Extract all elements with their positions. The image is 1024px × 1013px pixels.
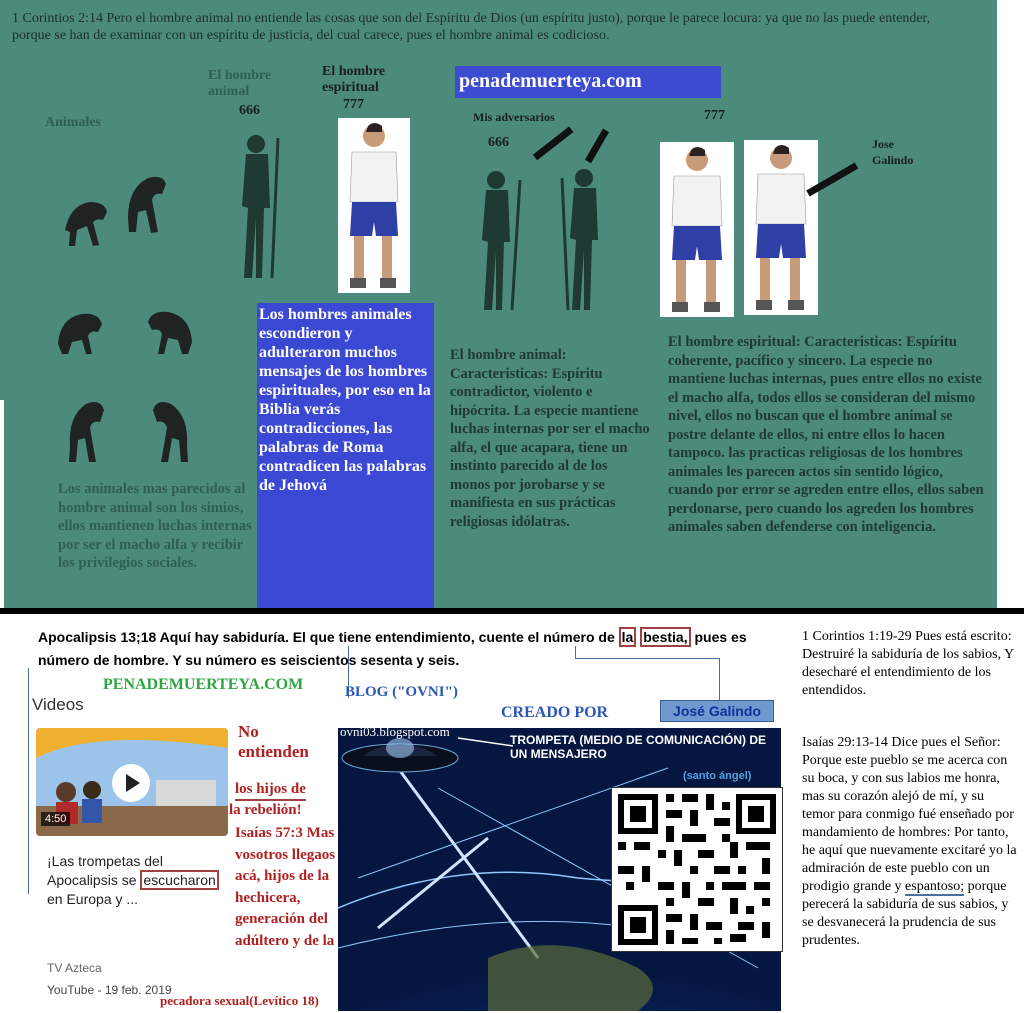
pointer-line-2 (585, 129, 609, 164)
connector-line-5 (28, 668, 29, 894)
apoc-part-6: pues es número de hombre. Y su número es seiscientos sesenta y seis. (38, 629, 747, 668)
website-banner: penademuerteya.com (455, 66, 721, 98)
corintios-2-14-verse: 1 Corintios 2:14 Pero el hombre animal no entiende las cosas que son del Espíritu de Dios (un espíritu justo), porque le parece locura: ya que no las puede entender, porque se han de examinar con un espíritu de justicia, del cual carece, pues el hombre animal es codicioso. (12, 11, 931, 43)
pointer-line-1 (533, 126, 574, 160)
video-title-part-3: en Europa y ... (47, 891, 139, 907)
top-left-gap (0, 400, 4, 612)
video-title-part-2: escucharon (140, 870, 218, 890)
video-title[interactable] (47, 852, 227, 909)
ape-figure-1 (55, 190, 115, 250)
ape-figure-3 (52, 306, 108, 358)
isaias-29-part-3: porque perecerá la sabiduría de sus sabios, y se desvanecerá la prudencia de sus prudentes. (802, 879, 1009, 948)
hunter-figure-2 (470, 166, 530, 316)
label-jose-galindo: Jose Galindo (872, 137, 914, 167)
label-666-b: 666 (488, 135, 509, 150)
qr-code[interactable] (611, 787, 783, 952)
blog-url[interactable]: ovni03.blogspot.com (340, 724, 450, 739)
ape-figure-6 (145, 392, 199, 466)
top-right-strip (997, 0, 1024, 612)
spiritual-man-figure-3 (744, 140, 818, 315)
ape-figure-5 (58, 392, 114, 466)
pecadora-text: pecadora sexual(Levítico 18) (160, 993, 319, 1008)
spiritual-man-figure-2 (660, 142, 734, 317)
label-777-a: 777 (343, 97, 364, 112)
ape-figure-4 (142, 304, 198, 358)
label-hombre-espiritual: El hombre espiritual (322, 64, 386, 95)
video-channel: TV Azteca (47, 961, 102, 975)
hijos-line-2: la rebelión! (229, 802, 302, 818)
blue-message-box: Los hombres animales escondieron y adulteraron muchos mensajes de los hombres espirituales, por eso en la Biblia verás contradicciones, las palabras de Roma contradicen las palabras de Jehová (257, 303, 434, 610)
isaias-29-part-1: Isaías 29:13-14 Dice pues el Señor: Porque este pueblo se me acerca con su boca, y con sus labios me honra, mas su corazón alejó de mí, y su temor para conmigo fué enseñado por mandamiento de hombres: Por tanto, he aquí que nuevamente excitaré yo la admiración de este pueblo con un prodigio grande y (802, 735, 1017, 894)
play-icon[interactable] (111, 763, 151, 803)
divider-line (0, 608, 1024, 614)
creado-por-label: CREADO POR (501, 704, 609, 721)
isaias-29-13-14-verse (802, 734, 1020, 950)
label-666-a: 666 (239, 103, 260, 118)
apoc-part-1: Apocalipsis 13;18 Aquí hay sabiduría. (38, 629, 289, 645)
label-animales: Animales (45, 115, 101, 130)
hijos-line-1: los hijos de (235, 780, 306, 801)
apoc-part-2: El que tiene entendimiento, (292, 629, 475, 645)
website-link[interactable]: PENADEMUERTEYA.COM (103, 676, 304, 693)
connector-line-3 (575, 658, 719, 659)
connector-line-4 (719, 658, 720, 700)
isaias-29-part-2: espantoso; (905, 879, 965, 894)
author-badge: José Galindo (660, 700, 774, 722)
hombre-animal-description: El hombre animal: Caracteristicas: Espíritu contradictor, violento e hipócrita. La especie mantiene luchas internas por ser el macho alfa, el que acapara, tiene un instinto parecido al de los monos por jorobarse y se manifiesta en sus prácticas religiosas idólatras. (450, 347, 650, 530)
ape-figure-2 (118, 168, 176, 238)
video-source: YouTube - 19 feb. 2019 (47, 983, 172, 997)
label-hombre-animal: El hombre animal (208, 68, 272, 99)
no-entienden-text: No entienden (238, 722, 309, 761)
santo-angel-caption: (santo ángel) (683, 770, 752, 782)
blog-label: BLOG ("OVNI") (345, 684, 458, 700)
apoc-part-4: la (619, 627, 637, 647)
animales-description: Los animales mas parecidos al hombre animal son los simios, ellos mantienen luchas internas por ser el macho alfa y recibir los privilegios sociales. (58, 481, 252, 571)
connector-line-2 (575, 646, 576, 658)
qr-code-image (612, 788, 782, 951)
hombre-espiritual-description: El hombre espiritual: Caracteristicas: Espíritu coherente, pacífico y sincero. La especie no mantiene luchas internas, pues entre ellos no existe el macho alfa, todos ellos se consideran del mismo nivel, ellos no buscan que el hombre animal se postre delante de ellos, ni entre ellos lo hacen tampoco. las practicas religiosas de los hombres animales les parecen actos sin sentido lógico, cuando por error se agreden entre ellos, ellos saben perdonarse, pero cuando los agreden los hombres animales saben defenderse con inteligencia. (668, 334, 984, 535)
video-duration: 4:50 (41, 812, 70, 826)
isaias-57-3-text: Isaías 57:3 Mas vosotros llegaos acá, hijos de la hechicera, generación del adúltero y de la (235, 825, 336, 949)
apoc-part-5: bestia, (640, 627, 690, 647)
trompeta-caption: TROMPETA (MEDIO DE COMUNICACIÓN) DE UN MENSAJERO (510, 733, 766, 761)
video-title-part-1: ¡Las trompetas del Apocalipsis se (47, 853, 163, 888)
corintios-1-19-29-verse: 1 Corintios 1:19-29 Pues está escrito: Destruiré la sabiduría de los sabios, Y desecharé el entendimiento de los entendidos. (802, 629, 1014, 698)
label-777-b: 777 (704, 108, 725, 123)
apoc-part-3: cuente el número de (478, 629, 615, 645)
hunter-figure-3 (552, 164, 612, 316)
videos-header: Videos (32, 695, 84, 714)
apocalipsis-13-18-verse (38, 626, 798, 672)
hunter-figure-1 (228, 128, 288, 288)
hijos-rebelion-text (229, 780, 306, 820)
spiritual-man-figure-1 (338, 118, 410, 293)
label-adversarios: Mis adversarios (473, 110, 555, 124)
